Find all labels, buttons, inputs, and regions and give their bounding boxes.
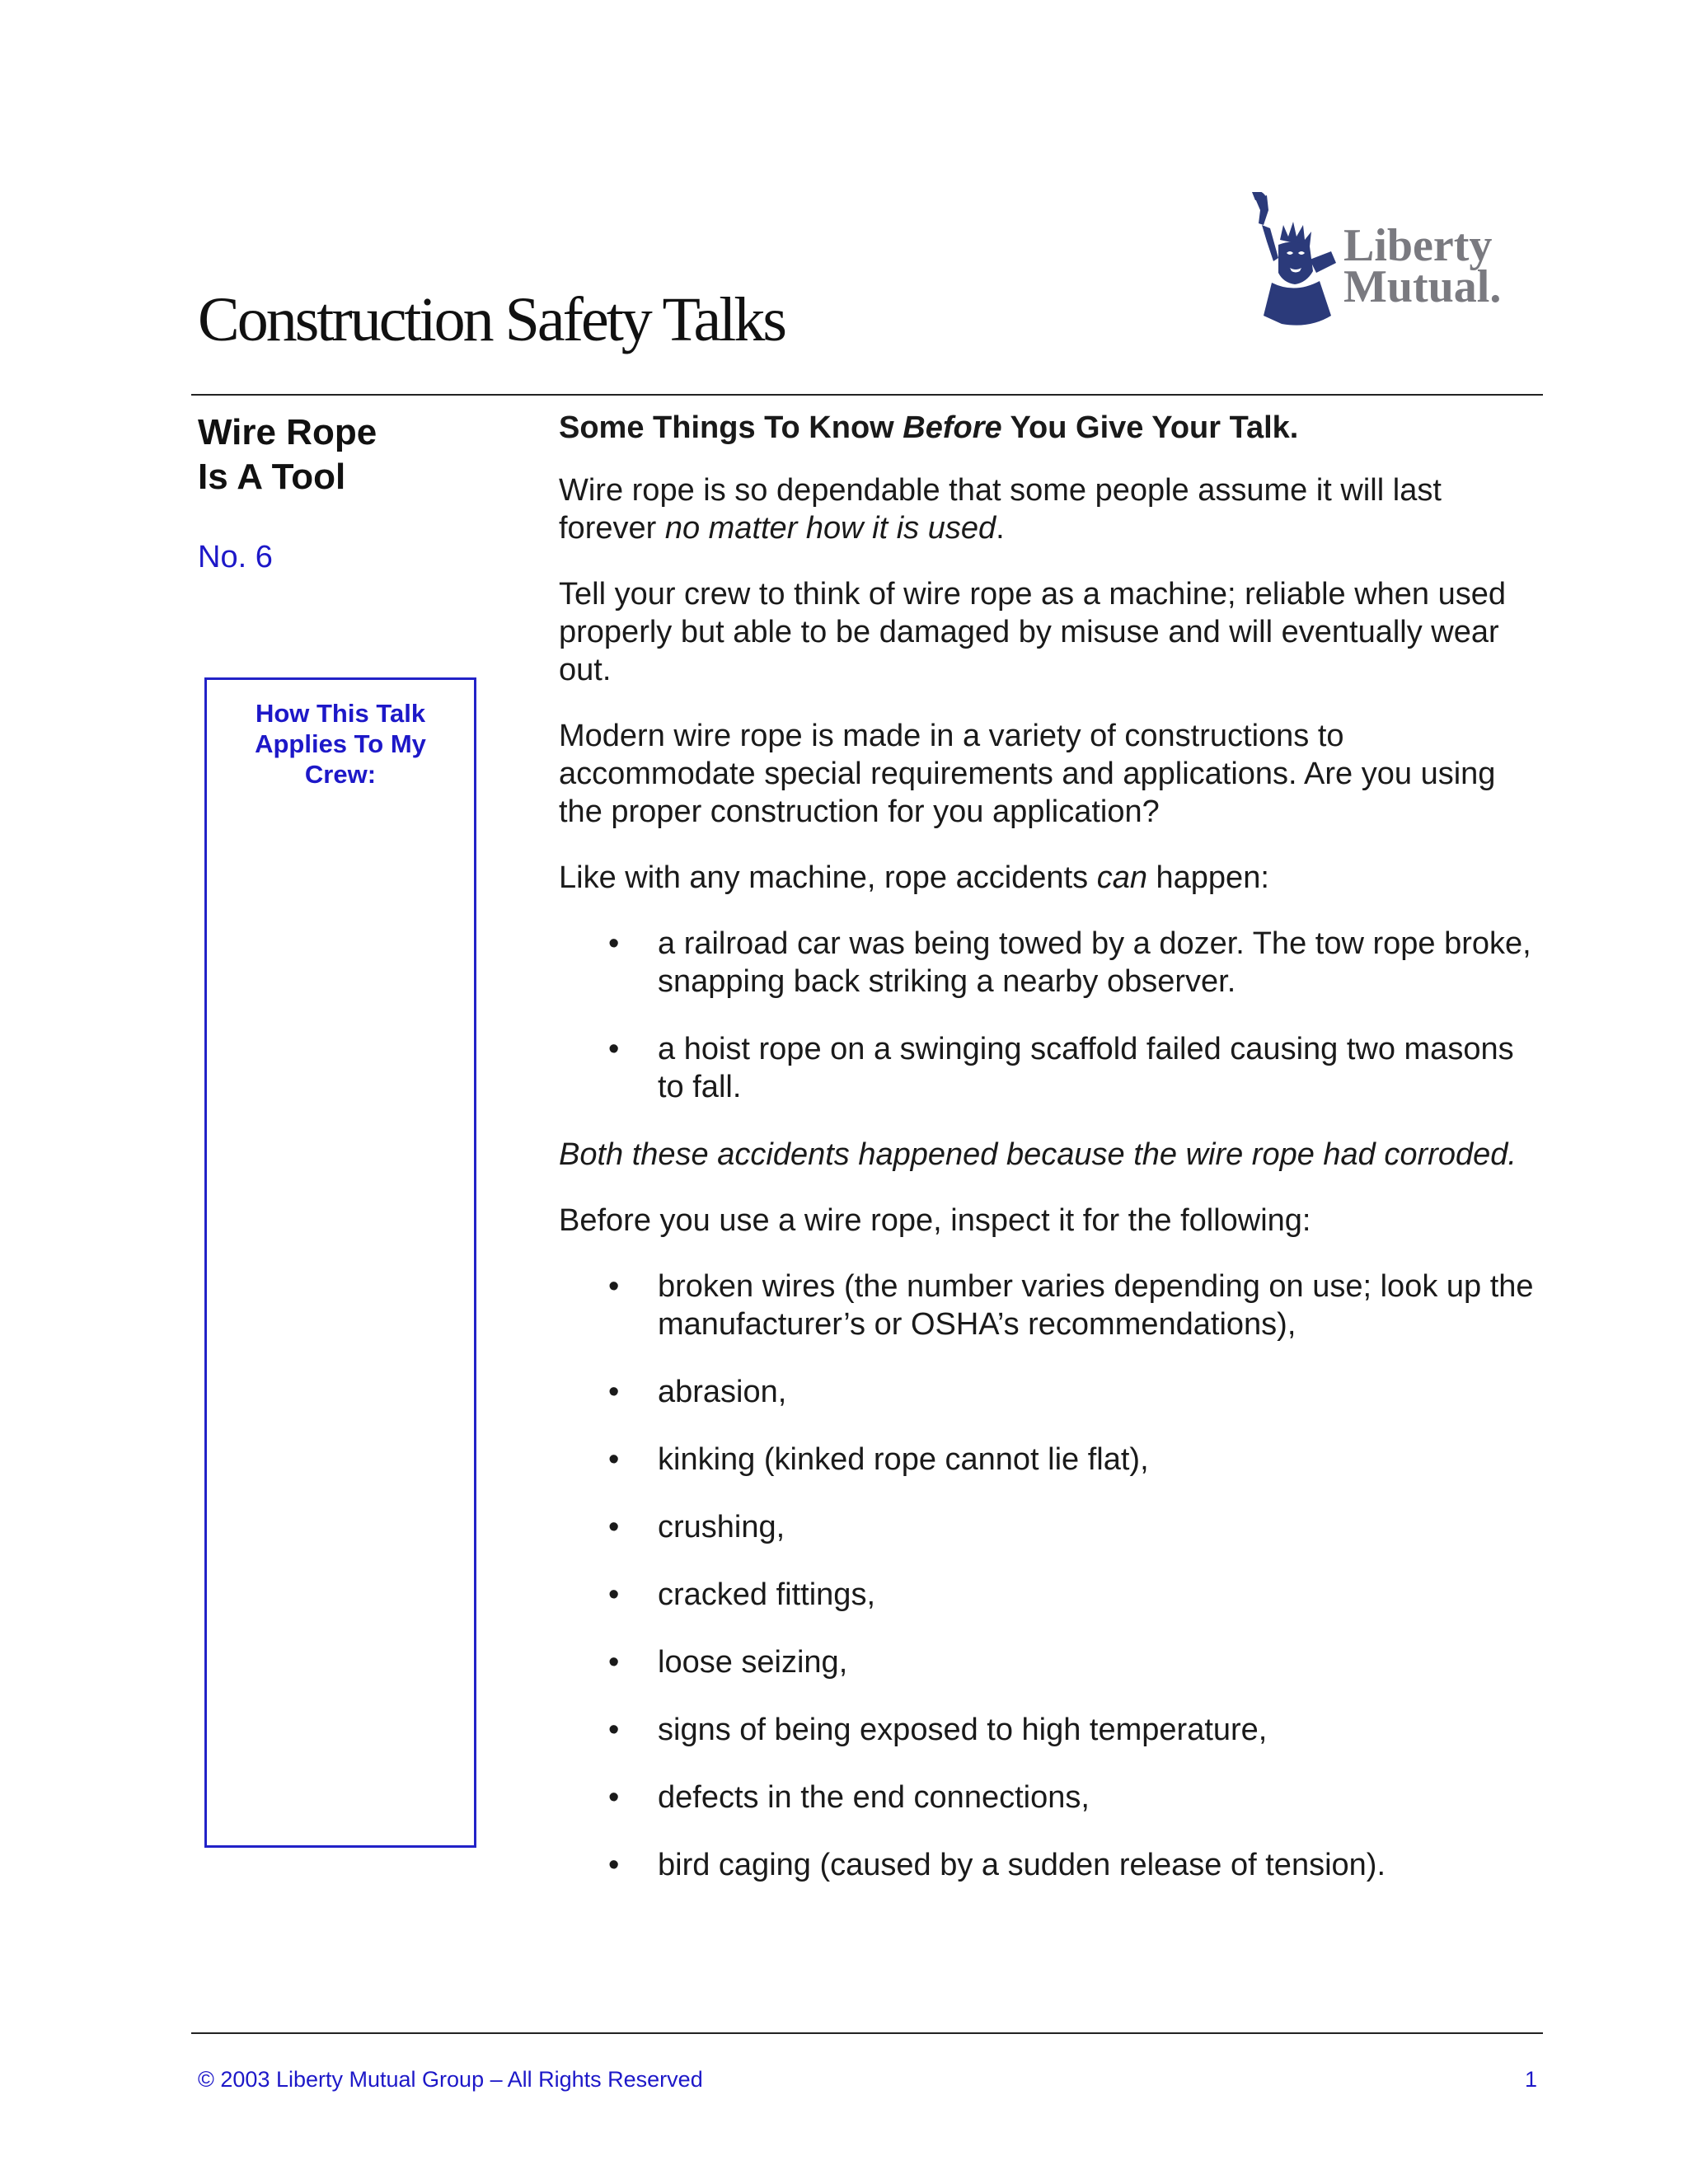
- copyright-notice: © 2003 Liberty Mutual Group – All Rights Reserved: [198, 2067, 703, 2092]
- p4-post: happen:: [1146, 860, 1269, 895]
- paragraph-inspect-intro: Before you use a wire rope, inspect it for the following:: [559, 1203, 1311, 1238]
- liberty-mutual-logo: [1216, 169, 1537, 346]
- paragraph-constructions: Modern wire rope is made in a variety of constructions to accommodate special requirements and applications. Are you using the proper construction for you application?: [559, 719, 1496, 829]
- logo-line-2: Mutual.: [1343, 261, 1502, 312]
- p1-pre: Wire rope is so dependable that some people assume it will last forever: [559, 473, 1442, 546]
- paragraph-machine: Tell your crew to think of wire rope as a machine; reliable when used properly but able to be damaged by misuse and will eventually wear out.: [559, 577, 1507, 687]
- crew-notes-label: [215, 698, 466, 790]
- list-item: • cracked fittings,: [559, 1576, 1540, 1614]
- p1-post: .: [996, 511, 1005, 546]
- p4-pre: Like with any machine, rope accidents: [559, 860, 1097, 895]
- paragraph-accidents-intro: [559, 859, 1540, 897]
- crew-label-line-1: How This Talk: [255, 699, 426, 728]
- list-item: • abrasion,: [559, 1373, 1540, 1411]
- footer-divider: [191, 2032, 1543, 2034]
- crew-label-line-3: Crew:: [304, 760, 377, 789]
- list-item: • broken wires (the number varies depending on use; look up the manufacturer’s or OSHA’s recommendations),: [559, 1268, 1540, 1343]
- talk-title-line-2: Is A Tool: [198, 457, 346, 497]
- main-content: [559, 409, 1540, 1914]
- list-item: • kinking (kinked rope cannot lie flat),: [559, 1441, 1540, 1479]
- list-item: • loose seizing,: [559, 1643, 1540, 1681]
- paragraph-dependable: [559, 471, 1540, 547]
- list-item: • a hoist rope on a swinging scaffold failed causing two masons to fall.: [559, 1030, 1540, 1106]
- document-title: Construction Safety Talks: [198, 285, 785, 354]
- list-item: • signs of being exposed to high temperature,: [559, 1711, 1540, 1749]
- talk-title: [198, 410, 377, 499]
- page-number: 1: [1524, 2067, 1537, 2092]
- heading-pre: Some Things To Know: [559, 410, 903, 445]
- list-item: • crushing,: [559, 1508, 1540, 1546]
- heading-post: You Give Your Talk.: [1001, 410, 1299, 445]
- crew-notes-box: [204, 677, 476, 1848]
- paragraph-corroded: [559, 1136, 1540, 1174]
- crew-label-line-2: Applies To My: [255, 729, 426, 758]
- p1-emphasis: no matter how it is used: [664, 511, 996, 546]
- heading-emphasis: Before: [903, 410, 1002, 445]
- logo-wordmark: [1343, 220, 1502, 312]
- list-item: • defects in the end connections,: [559, 1779, 1540, 1816]
- inspection-list: [559, 1268, 1540, 1884]
- list-item: • bird caging (caused by a sudden release of tension).: [559, 1846, 1540, 1884]
- talk-title-line-1: Wire Rope: [198, 412, 377, 452]
- logo-line-1: Liberty: [1343, 220, 1493, 271]
- section-heading: [559, 409, 1540, 447]
- statue-of-liberty-icon: [1231, 192, 1354, 332]
- list-item: • a railroad car was being towed by a dozer. The tow rope broke, snapping back striking a nearby observer.: [559, 925, 1540, 1001]
- p4-emphasis: can: [1096, 860, 1147, 895]
- accident-list: [559, 925, 1540, 1106]
- talk-number: No. 6: [198, 540, 273, 574]
- p5-emphasis: Both these accidents happened because the wire rope had corroded.: [559, 1137, 1517, 1172]
- header-divider: [191, 394, 1543, 396]
